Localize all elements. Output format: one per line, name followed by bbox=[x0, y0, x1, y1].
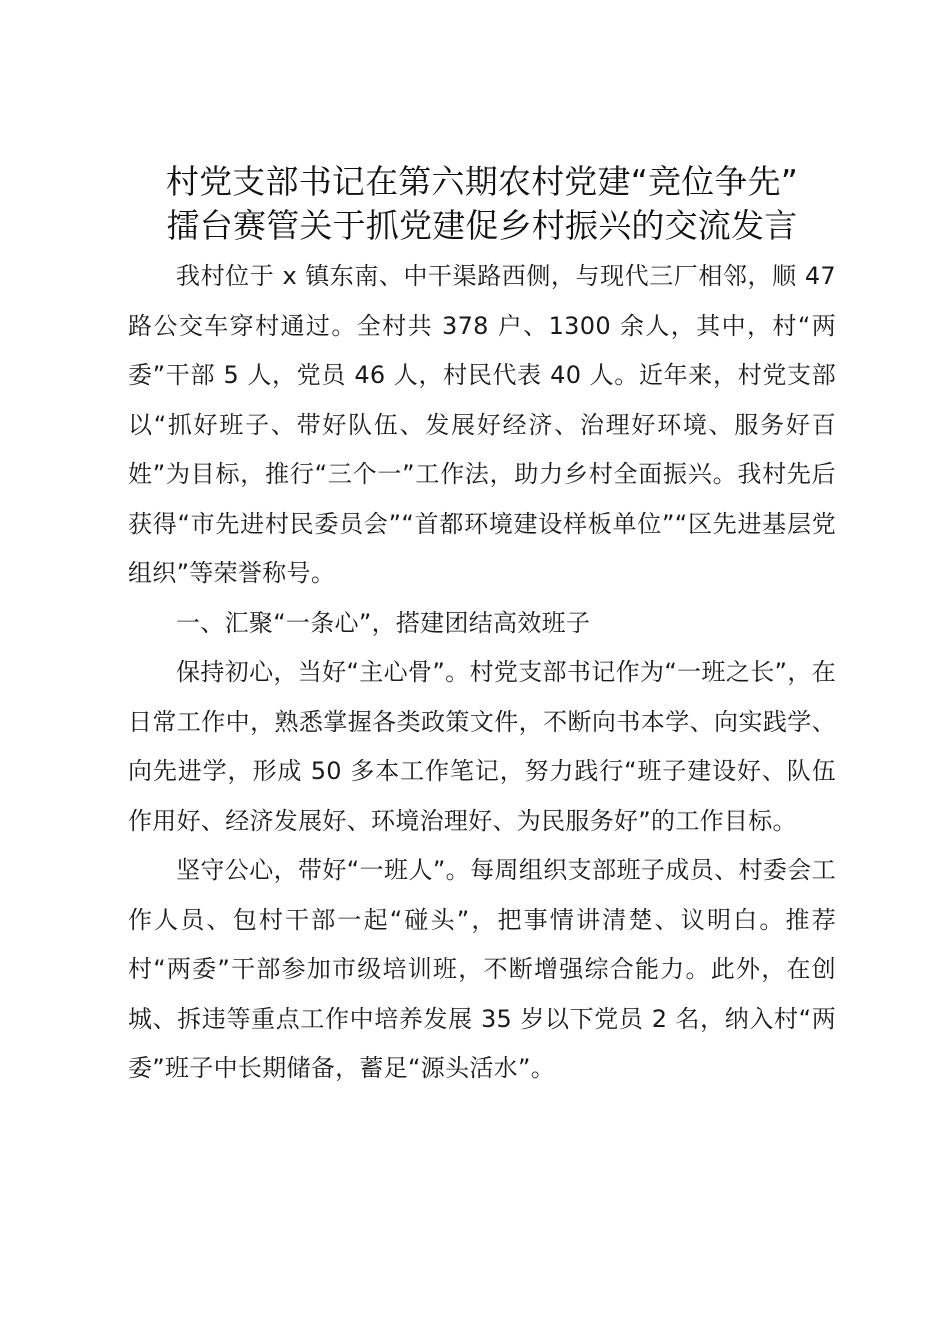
document-page bbox=[128, 160, 836, 1094]
document-title bbox=[128, 160, 836, 248]
body-paragraph-2: 坚守公心，带好“一班人”。每周组织支部班子成员、村委会工作人员、包村干部一起“碰头”，把事情讲清楚、议明白。推荐村“两委”干部参加市级培训班，不断增强综合能力。此外，在创城、拆违等重点工作中培养发展 35 岁以下党员 2 名，纳入村“两委”班子中长期储备，蓄足“源头活水”。 bbox=[128, 856, 836, 1082]
body-paragraph-1: 保持初心，当好“主心骨”。村党支部书记作为“一班之长”，在日常工作中，熟悉掌握各类政策文件，不断向书本学、向实践学、向先进学，形成 50 多本工作笔记，努力践行“班子建设好、队伍作用好、经济发展好、环境治理好、为民服务好”的工作目标。 bbox=[128, 658, 836, 835]
title-line-1: 村党支部书记在第六期农村党建“竞位争先” bbox=[165, 162, 799, 201]
intro-paragraph: 我村位于 x 镇东南、中干渠路西侧，与现代三厂相邻，顺 47 路公交车穿村通过。全村共 378 户、1300 余人，其中，村“两委”干部 5 人，党员 46 人，村民代表 40 人。近年来，村党支部以“抓好班子、带好队伍、发展好经济、治理好环境、服务好百姓”为目标，推行“三个一”工作法，助力乡村全面振兴。我村先后获得“市先进村民委员会”“首都环境建设样板单位”“区先进基层党组织”等荣誉称号。 bbox=[128, 262, 836, 587]
title-line-2: 擂台赛管关于抓党建促乡村振兴的交流发言 bbox=[166, 206, 798, 245]
section-heading-1: 一、汇聚“一条心”，搭建团结高效班子 bbox=[176, 608, 591, 637]
